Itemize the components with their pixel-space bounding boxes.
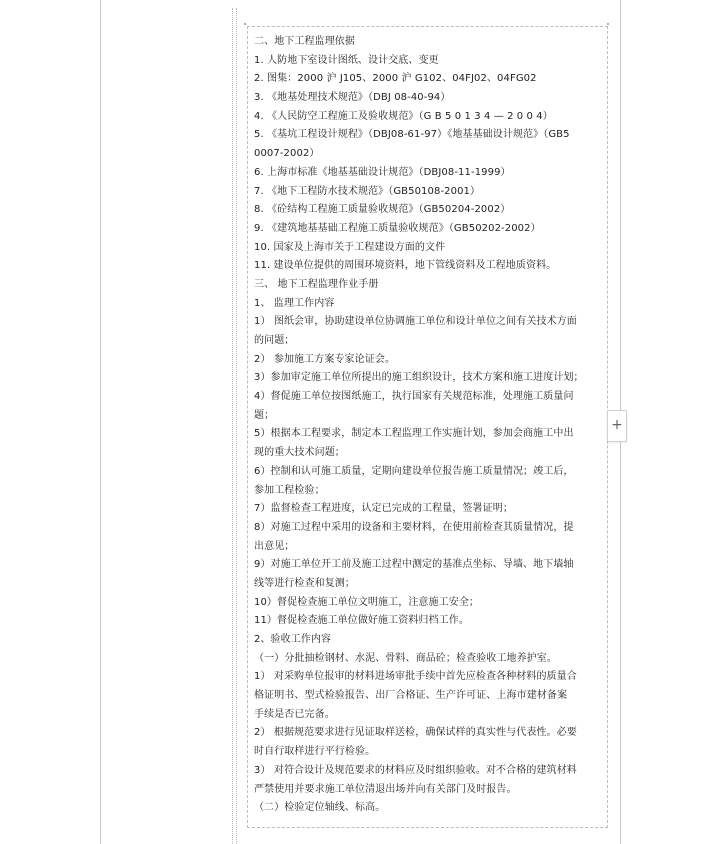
document-line: 手续是否已完备。 [254,708,335,720]
document-line: 9. 《建筑地基基础工程施工质量验收规范》（GB50202-2002） [254,222,541,234]
document-line: 7）监督检查工程进度，认定已完成的工程量，签署证明； [254,503,513,515]
document-line: 1. 人防地下室设计图纸、设计交底、变更 [254,54,439,66]
document-line: 6. 上海市标准《地基基础设计规范》（DBJ08-11-1999） [254,166,511,178]
document-line: （一）分批抽检钢材、水泥、骨料、商品砼；检查验收工地养护室。 [254,652,557,664]
document-line: 4. 《人民防空工程施工及验收规范》（G B 5 0 1 3 4 — 2 0 0 4） [254,110,553,122]
document-line: 9）对施工单位开工前及施工过程中测定的基准点坐标、导墙、地下墙轴 [254,559,574,571]
table-cell-left [101,8,233,844]
document-line: 6）控制和认可施工质量，定期向建设单位报告施工质量情况；竣工后， [254,465,574,477]
document-line: 题； [254,409,275,421]
document-line: 4）督促施工单位按图纸施工，执行国家有关规范标准，处理施工质量问 [254,391,574,403]
document-line: 10. 国家及上海市关于工程建设方面的文件 [254,241,446,253]
document-line: 1、 监理工作内容 [254,297,335,309]
document-line: （二）检验定位轴线、标高。 [254,802,386,814]
document-line: 3） 对符合设计及规范要求的材料应及时组织验收。对不合格的建筑材料 [254,764,577,776]
document-line: 11）督促检查施工单位做好施工资料归档工作。 [254,615,469,627]
document-line: 1） 图纸会审，协助建设单位协调施工单位和设计单位之间有关技术方面 [254,316,577,328]
document-line: 8）对施工过程中采用的设备和主要材料，在使用前检查其质量情况，提 [254,521,574,533]
document-line: 二、地下工程监理依据 [254,36,355,47]
document-line: 2、验收工作内容 [254,634,332,645]
document-line: 0007-2002） [254,148,320,160]
document-line: 的问题； [254,335,295,346]
document-line: 2. 图集：2000 沪 J105、2000 沪 G102、04FJ02、04FG02 [254,73,537,85]
document-line: 2） 参加施工方案专家论证会。 [254,353,396,365]
document-line: 线等进行检查和复测； [254,577,355,589]
document-line: 1） 对采购单位报审的材料进场审批手续中首先应检查各种材料的质量合 [254,671,577,683]
document-line: 格证明书、型式检验报告、出厂合格证、生产许可证、上海市建材备案 [254,690,568,702]
document-line: 11. 建设单位提供的周围环境资料，地下管线资料及工程地质资料。 [254,260,557,272]
document-line: 2） 根据规范要求进行见证取样送检，确保试样的真实性与代表性。必要 [254,727,577,739]
document-line: 时自行取样进行平行检验。 [254,746,376,758]
document-line: 3）参加审定施工单位所提出的施工组织设计，技术方案和施工进度计划； [254,372,584,384]
document-body[interactable] [254,33,602,818]
add-button[interactable]: + [607,410,627,442]
document-line: 10）督促检查施工单位文明施工，注意施工安全； [254,596,480,608]
document-line: 8. 《砼结构工程施工质量验收规范》（GB50204-2002） [254,204,511,216]
document-line: 5）根据本工程要求，制定本工程监理工作实施计划，参加会商施工中出 [254,428,574,440]
document-line: 出意见； [254,540,295,552]
corner-mark [244,23,246,25]
document-line: 三、 地下工程监理作业手册 [254,278,379,290]
corner-mark [607,23,609,25]
document-line: 现的重大技术问题； [254,447,345,459]
document-line: 5. 《基坑工程设计规程》（DBJ08-61-97）《地基基础设计规范》（GB5 [254,129,570,141]
document-line: 参加工程检验； [254,484,325,496]
document-line: 7. 《地下工程防水技术规范》（GB50108-2001） [254,185,481,197]
document-line: 3. 《地基处理技术规范》（DBJ 08-40-94） [254,92,451,104]
document-line: 严禁使用并要求施工单位清退出场并向有关部门及时报告。 [254,783,517,795]
